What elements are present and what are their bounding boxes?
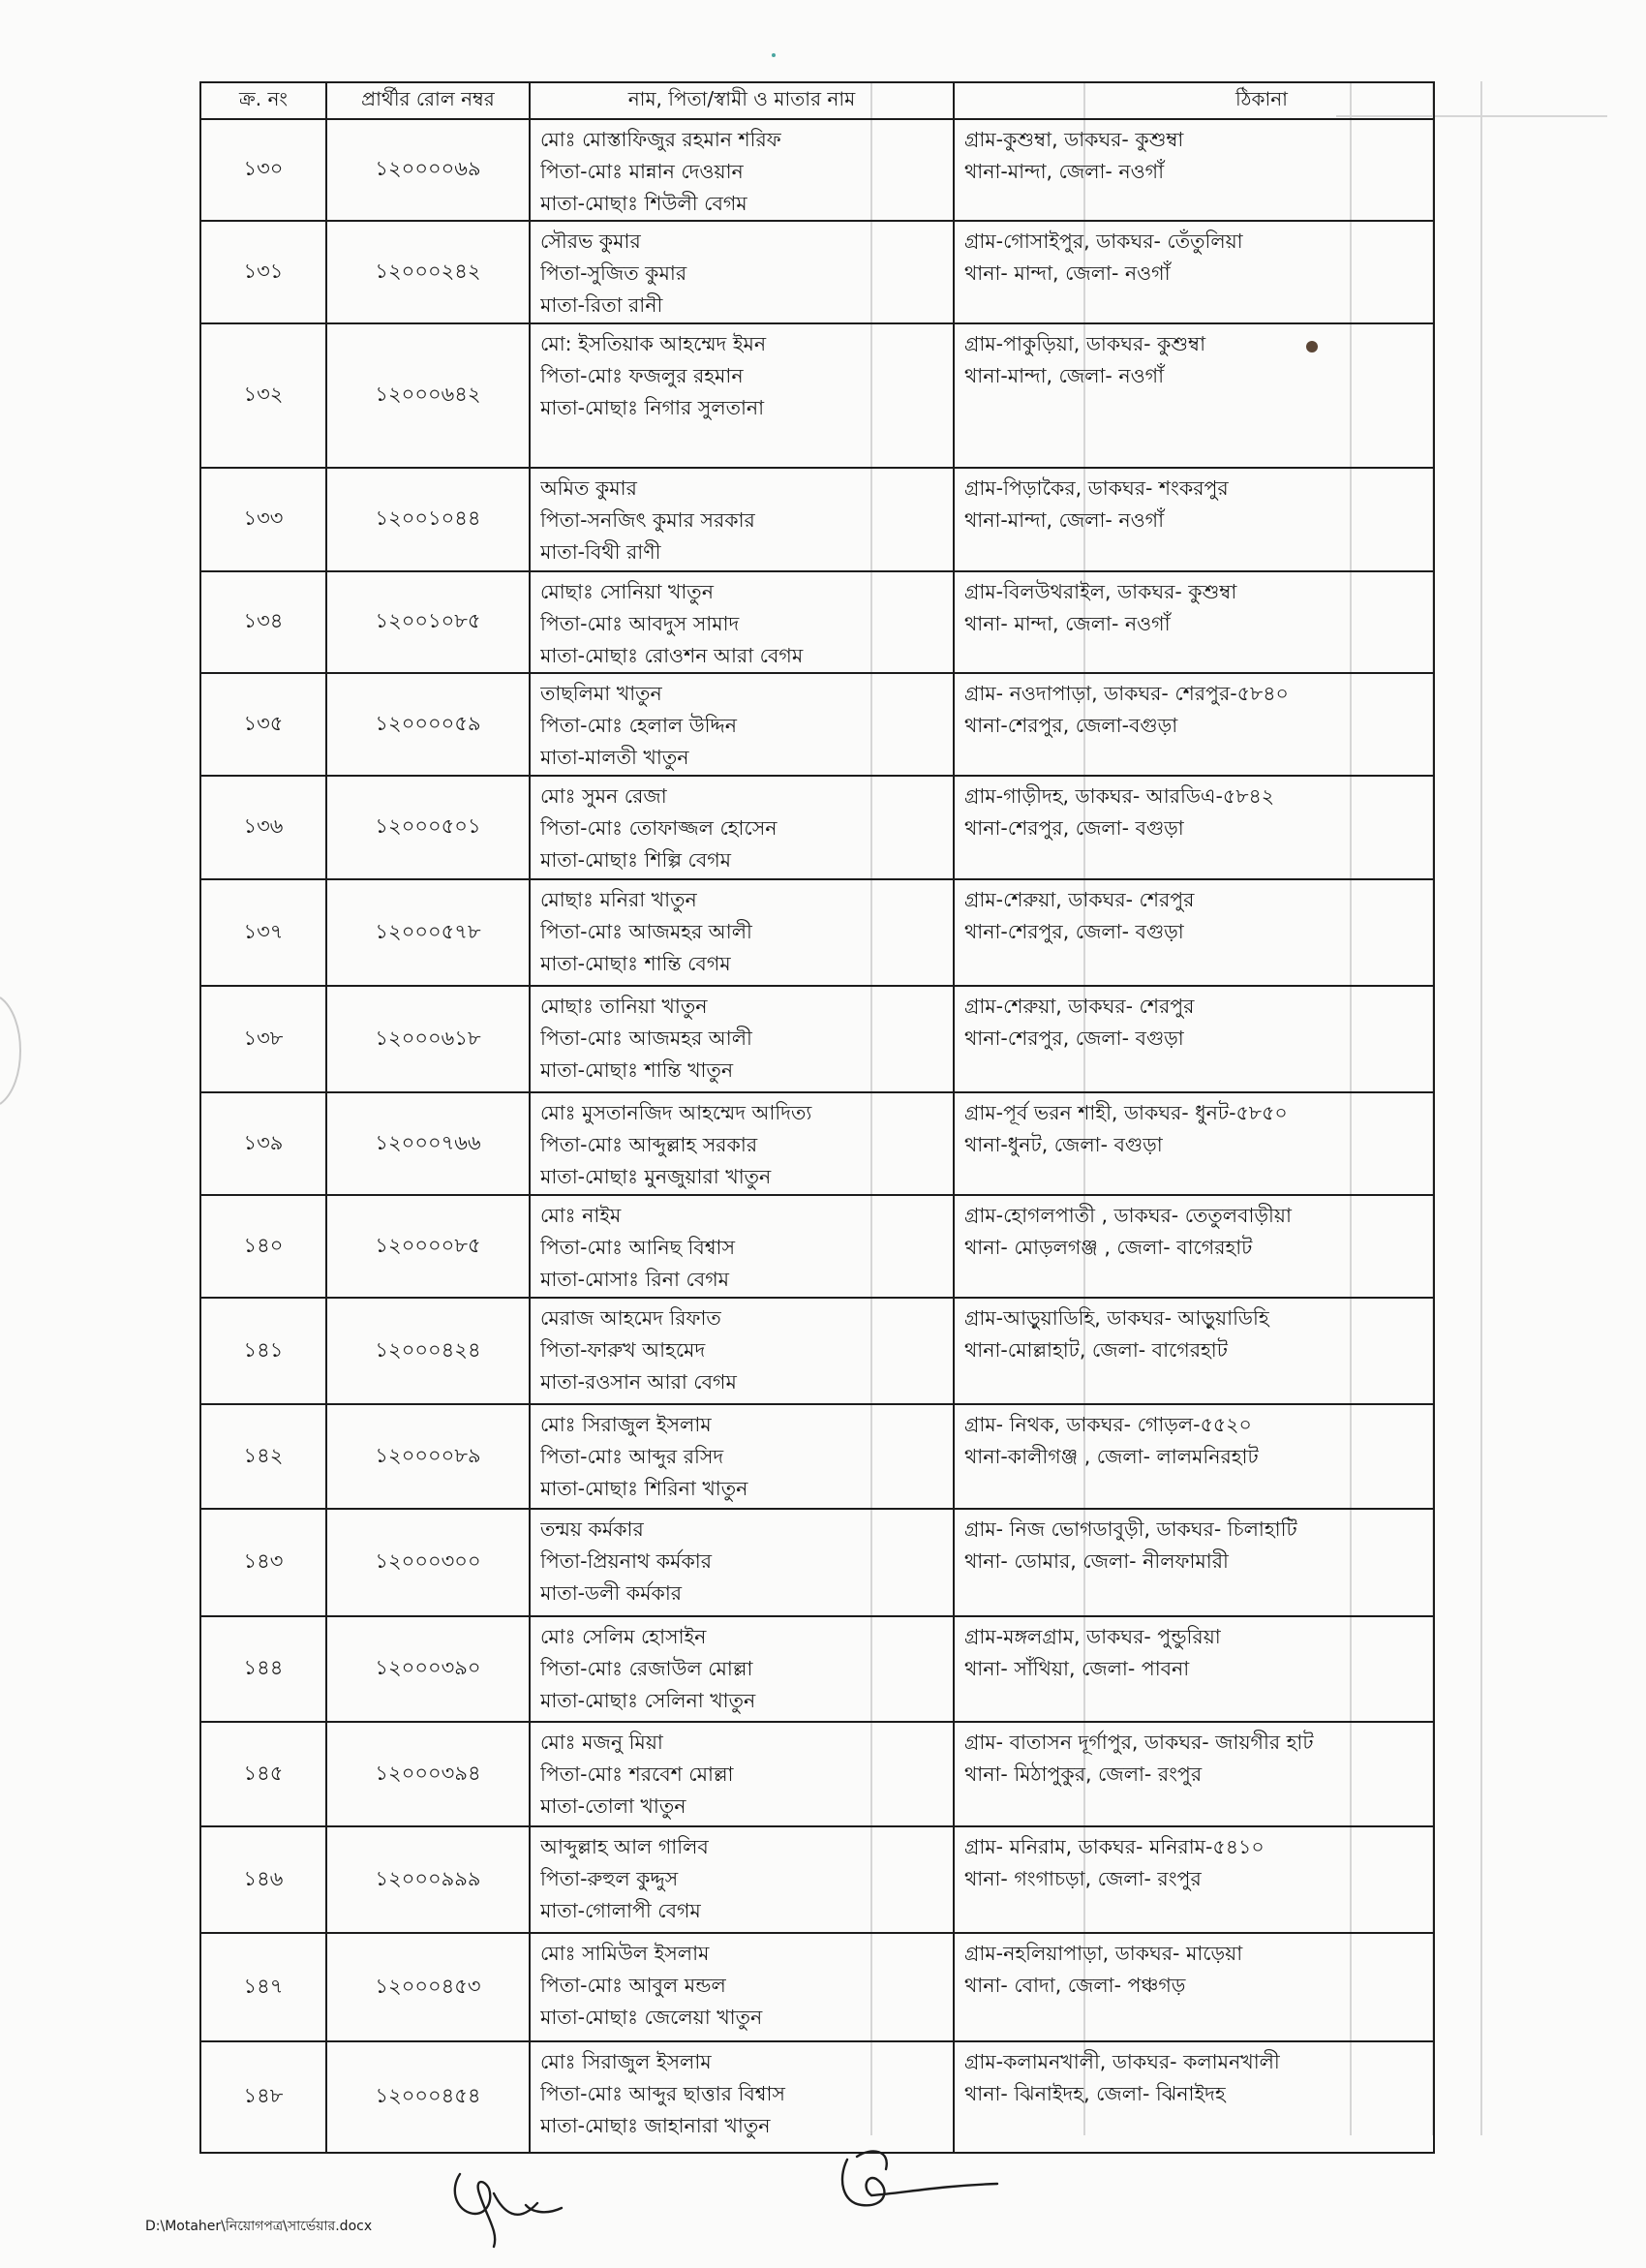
- address-thana: থানা- সাঁথিয়া, জেলা- পাবনা: [964, 1657, 1190, 1680]
- father-name: পিতা-রুহুল কুদ্দুস: [540, 1867, 679, 1890]
- roll-number: ১২০০০৩০০: [375, 1549, 481, 1573]
- mother-name: মাতা-গোলাপী বেগম: [540, 1899, 701, 1922]
- mother-name: মাতা-মোছাঃ শিরিনা খাতুন: [540, 1477, 748, 1500]
- candidate-name: মেরাজ আহমেদ রিফাত: [540, 1306, 721, 1330]
- father-name: পিতা-মোঃ আব্দুল্লাহ সরকার: [540, 1133, 758, 1156]
- names-cell: [530, 323, 954, 468]
- address-village: গ্রাম-আড়ুয়াডিহি, ডাকঘর- আড়ুয়াডিহি: [964, 1306, 1269, 1330]
- father-name: পিতা-মোঃ শরবেশ মোল্লা: [540, 1762, 734, 1786]
- roll-number: ১২০০০০৬৯: [375, 157, 481, 180]
- serial-number: ১৩৬: [243, 814, 284, 838]
- address-cell: [954, 1722, 1434, 1826]
- roll-number: ১২০০০৭৬৬: [375, 1130, 481, 1154]
- father-name: পিতা-মোঃ আব্দুর রসিদ: [540, 1445, 724, 1468]
- candidate-name: সৌরভ কুমার: [540, 230, 641, 253]
- roll-number: ১২০০০৪৫৪: [375, 2084, 481, 2107]
- address-cell: [954, 776, 1434, 879]
- roll-number: ১২০০০২৪২: [375, 259, 481, 283]
- address-thana: থানা-মোল্লাহাট, জেলা- বাগেরহাট: [964, 1338, 1228, 1362]
- serial-cell: [200, 1722, 326, 1826]
- roll-cell: [326, 468, 530, 571]
- roll-cell: [326, 1404, 530, 1509]
- candidate-name: মোঃ মোস্তাফিজুর রহমান শরিফ: [540, 128, 781, 151]
- names-cell: [530, 986, 954, 1092]
- table-row: [200, 776, 1434, 879]
- table-row: [200, 986, 1434, 1092]
- father-name: পিতা-মোঃ তোফাজ্জল হোসেন: [540, 816, 777, 840]
- roll-cell: [326, 221, 530, 323]
- father-name: পিতা-মোঃ আবুল মন্ডল: [540, 1974, 726, 1997]
- candidate-name: মোঃ মজনু মিয়া: [540, 1731, 663, 1754]
- mother-name: মাতা-মোছাঃ শিউলী বেগম: [540, 192, 747, 215]
- address-village: গ্রাম-পিড়াকৈর, ডাকঘর- শংকরপুর: [964, 476, 1229, 500]
- address-cell: [954, 2041, 1434, 2153]
- address-cell: [954, 1933, 1434, 2041]
- address-village: গ্রাম-পূর্ব ভরন শাহী, ডাকঘর- ধুনট-৫৮৫০: [964, 1101, 1288, 1124]
- serial-number: ১৪৩: [243, 1549, 284, 1573]
- serial-cell: [200, 571, 326, 673]
- address-village: গ্রাম-কুশুম্বা, ডাকঘর- কুশুম্বা: [964, 128, 1184, 151]
- father-name: পিতা-মোঃ আব্দুর ছাত্তার বিশ্বাস: [540, 2082, 785, 2105]
- roll-cell: [326, 1933, 530, 2041]
- serial-number: ১৩৪: [243, 609, 284, 632]
- roll-cell: [326, 879, 530, 986]
- address-thana: থানা-শেরপুর, জেলা- বগুড়া: [964, 920, 1184, 943]
- address-village: গ্রাম- নিজ ভোগডাবুড়ী, ডাকঘর- চিলাহাটি: [964, 1517, 1297, 1541]
- address-village: গ্রাম-গাড়ীদহ, ডাকঘর- আরডিএ-৫৮৪২: [964, 784, 1275, 808]
- roll-number: ১২০০১০৮৫: [375, 609, 481, 632]
- roll-number: ১২০০০৯৯৯: [375, 1866, 481, 1890]
- father-name: পিতা-মোঃ আনিছ বিশ্বাস: [540, 1236, 736, 1259]
- table-header-row: [200, 82, 1434, 119]
- address-village: গ্রাম-বিলউথরাইল, ডাকঘর- কুশুম্বা: [964, 580, 1237, 603]
- candidate-name: মোছাঃ সোনিয়া খাতুন: [540, 580, 714, 603]
- mother-name: মাতা-রিতা রানী: [540, 293, 663, 317]
- serial-number: ১৪৮: [243, 2084, 284, 2107]
- candidate-name: মোঃ মুসতানজিদ আহম্মেদ আদিত্য: [540, 1101, 812, 1124]
- serial-number: ১৪০: [243, 1233, 284, 1257]
- roll-cell: [326, 776, 530, 879]
- address-cell: [954, 571, 1434, 673]
- mother-name: মাতা-বিথী রাণী: [540, 540, 661, 564]
- address-village: গ্রাম- মনিরাম, ডাকঘর- মনিরাম-৫৪১০: [964, 1835, 1265, 1858]
- candidate-name: মোছাঃ মনিরা খাতুন: [540, 888, 697, 911]
- table-row: [200, 1826, 1434, 1933]
- names-cell: [530, 221, 954, 323]
- candidate-name: অমিত কুমার: [540, 476, 637, 500]
- father-name: পিতা-ফারুখ আহমেদ: [540, 1338, 706, 1362]
- serial-number: ১৪২: [243, 1443, 284, 1467]
- address-thana: থানা-কালীগঞ্জ , জেলা- লালমনিরহাট: [964, 1445, 1259, 1468]
- serial-cell: [200, 879, 326, 986]
- address-thana: থানা-ধুনট, জেলা- বগুড়া: [964, 1133, 1163, 1156]
- address-thana: থানা- ঝিনাইদহ, জেলা- ঝিনাইদহ: [964, 2082, 1226, 2105]
- serial-cell: [200, 673, 326, 776]
- table-row: [200, 1616, 1434, 1722]
- mother-name: মাতা-মোছাঃ রোওশন আরা বেগম: [540, 644, 804, 667]
- serial-cell: [200, 1616, 326, 1722]
- roll-cell: [326, 1616, 530, 1722]
- names-cell: [530, 1092, 954, 1195]
- mother-name: মাতা-রওসান আরা বেগম: [540, 1370, 737, 1394]
- father-name: পিতা-সুজিত কুমার: [540, 261, 687, 285]
- serial-cell: [200, 1195, 326, 1298]
- table-row: [200, 1404, 1434, 1509]
- mother-name: মাতা-মোছাঃ জাহানারা খাতুন: [540, 2114, 771, 2137]
- serial-cell: [200, 1933, 326, 2041]
- roll-number: ১২০০০৩৯০: [375, 1656, 481, 1679]
- address-thana: থানা-মান্দা, জেলা- নওগাঁ: [964, 508, 1165, 532]
- candidate-name: মোঃ সুমন রেজা: [540, 784, 667, 808]
- table-row: [200, 1092, 1434, 1195]
- mother-name: মাতা-মোছাঃ নিগার সুলতানা: [540, 396, 765, 419]
- candidate-name: তন্ময় কর্মকার: [540, 1517, 644, 1541]
- serial-number: ১৩৯: [243, 1130, 284, 1154]
- serial-cell: [200, 1404, 326, 1509]
- table-row: [200, 2041, 1434, 2153]
- names-cell: [530, 1404, 954, 1509]
- mother-name: মাতা-মোছাঃ শান্তি বেগম: [540, 952, 731, 975]
- header-roll: প্রার্থীর রোল নম্বর: [326, 82, 530, 119]
- address-thana: থানা- মান্দা, জেলা- নওগাঁ: [964, 261, 1171, 285]
- address-cell: [954, 221, 1434, 323]
- serial-number: ১৩৭: [243, 919, 284, 943]
- address-thana: থানা- মান্দা, জেলা- নওগাঁ: [964, 612, 1171, 635]
- table-row: [200, 323, 1434, 468]
- table-row: [200, 571, 1434, 673]
- names-cell: [530, 673, 954, 776]
- address-cell: [954, 119, 1434, 221]
- roll-number: ১২০০০০৫৯: [375, 711, 481, 735]
- names-cell: [530, 879, 954, 986]
- candidate-name: মোঃ সিরাজুল ইসলাম: [540, 2050, 712, 2073]
- serial-number: ১৪৭: [243, 1974, 284, 1998]
- address-cell: [954, 1195, 1434, 1298]
- address-cell: [954, 673, 1434, 776]
- names-cell: [530, 1826, 954, 1933]
- table-row: [200, 1509, 1434, 1616]
- header-names: নাম, পিতা/স্বামী ও মাতার নাম: [530, 82, 954, 119]
- father-name: পিতা-মোঃ আবদুস সামাদ: [540, 612, 740, 635]
- father-name: পিতা-মোঃ ফজলুর রহমান: [540, 364, 744, 387]
- address-cell: [954, 1092, 1434, 1195]
- serial-cell: [200, 986, 326, 1092]
- mother-name: মাতা-মালতী খাতুন: [540, 746, 689, 769]
- father-name: পিতা-মোঃ রেজাউল মোল্লা: [540, 1657, 753, 1680]
- father-name: পিতা-সনজিৎ কুমার সরকার: [540, 508, 755, 532]
- address-cell: [954, 1404, 1434, 1509]
- serial-cell: [200, 1826, 326, 1933]
- mother-name: মাতা-তোলা খাতুন: [540, 1794, 686, 1818]
- roll-cell: [326, 1722, 530, 1826]
- address-thana: থানা- মিঠাপুকুর, জেলা- রংপুর: [964, 1762, 1203, 1786]
- candidate-table: [199, 81, 1435, 2154]
- serial-cell: [200, 1509, 326, 1616]
- roll-cell: [326, 986, 530, 1092]
- address-village: গ্রাম-মঙ্গলগ্রাম, ডাকঘর- পুন্ডুরিয়া: [964, 1625, 1221, 1648]
- roll-number: ১২০০০৬১৮: [375, 1026, 481, 1050]
- names-cell: [530, 776, 954, 879]
- address-village: গ্রাম- নিথক, ডাকঘর- গোড়ল-৫৫২০: [964, 1413, 1252, 1436]
- table-row: [200, 673, 1434, 776]
- roll-number: ১২০০০৬৪২: [375, 383, 481, 406]
- address-village: গ্রাম- নওদাপাড়া, ডাকঘর- শেরপুর-৫৮৪০: [964, 682, 1289, 705]
- address-cell: [954, 468, 1434, 571]
- mother-name: মাতা-মোছাঃ মুনজুয়ারা খাতুন: [540, 1165, 772, 1188]
- address-cell: [954, 1826, 1434, 1933]
- candidate-name: মোছাঃ তানিয়া খাতুন: [540, 995, 708, 1018]
- roll-cell: [326, 119, 530, 221]
- table-row: [200, 1722, 1434, 1826]
- serial-cell: [200, 468, 326, 571]
- address-village: গ্রাম- বাতাসন দূর্গাপুর, ডাকঘর- জায়গীর হাট: [964, 1731, 1314, 1754]
- serial-cell: [200, 776, 326, 879]
- serial-number: ১৩৫: [243, 711, 284, 735]
- address-thana: থানা- গংগাচড়া, জেলা- রংপুর: [964, 1867, 1202, 1890]
- roll-cell: [326, 571, 530, 673]
- address-thana: থানা-মান্দা, জেলা- নওগাঁ: [964, 364, 1165, 387]
- address-cell: [954, 1509, 1434, 1616]
- serial-cell: [200, 1092, 326, 1195]
- father-name: পিতা-মোঃ হেলাল উদ্দিন: [540, 714, 737, 737]
- candidate-name: আব্দুল্লাহ আল গালিব: [540, 1835, 709, 1858]
- father-name: পিতা-মোঃ আজমহর আলী: [540, 920, 752, 943]
- names-cell: [530, 1933, 954, 2041]
- table-row: [200, 221, 1434, 323]
- serial-number: ১৪৪: [243, 1656, 284, 1679]
- mother-name: মাতা-মোছাঃ শিল্পি বেগম: [540, 848, 732, 872]
- serial-cell: [200, 119, 326, 221]
- serial-number: ১৩৮: [243, 1026, 284, 1050]
- names-cell: [530, 119, 954, 221]
- candidate-name: মোঃ সামিউল ইসলাম: [540, 1942, 710, 1965]
- address-cell: [954, 1298, 1434, 1404]
- mother-name: মাতা-মোসাঃ রিনা বেগম: [540, 1268, 730, 1291]
- roll-number: ১২০০০৫৭৮: [375, 919, 481, 943]
- address-thana: থানা- মোড়লগঞ্জ , জেলা- বাগেরহাট: [964, 1236, 1253, 1259]
- serial-cell: [200, 2041, 326, 2153]
- father-name: পিতা-মোঃ আজমহর আলী: [540, 1027, 752, 1050]
- names-cell: [530, 1616, 954, 1722]
- address-thana: থানা- বোদা, জেলা- পঞ্চগড়: [964, 1974, 1186, 1997]
- candidate-name: মো: ইসতিয়াক আহম্মেদ ইমন: [540, 332, 767, 355]
- roll-cell: [326, 323, 530, 468]
- names-cell: [530, 1722, 954, 1826]
- address-thana: থানা- ডোমার, জেলা- নীলফামারী: [964, 1549, 1229, 1573]
- address-village: গ্রাম-গোসাইপুর, ডাকঘর- তেঁতুলিয়া: [964, 230, 1243, 253]
- address-cell: [954, 879, 1434, 986]
- roll-number: ১২০০০৪৫৩: [375, 1974, 481, 1998]
- header-serial: ক্র. নং: [200, 82, 326, 119]
- address-village: গ্রাম-পাকুড়িয়া, ডাকঘর- কুশুম্বা: [964, 332, 1206, 355]
- signature-left: [441, 2135, 566, 2252]
- mother-name: মাতা-মোছাঃ সেলিনা খাতুন: [540, 1689, 756, 1712]
- serial-number: ১৩৩: [243, 506, 284, 530]
- candidate-name: মোঃ সেলিম হোসাইন: [540, 1625, 707, 1648]
- names-cell: [530, 1298, 954, 1404]
- signature-right: [833, 2135, 1007, 2222]
- candidate-name: মোঃ নাইম: [540, 1204, 622, 1227]
- header-address: ঠিকানা: [954, 82, 1434, 119]
- names-cell: [530, 571, 954, 673]
- table-row: [200, 468, 1434, 571]
- table-row: [200, 1298, 1434, 1404]
- roll-number: ১২০০০৩৯৪: [375, 1761, 481, 1785]
- serial-number: ১৪৫: [243, 1761, 284, 1785]
- address-cell: [954, 323, 1434, 468]
- serial-number: ১৪১: [243, 1337, 284, 1362]
- table-row: [200, 1195, 1434, 1298]
- address-cell: [954, 1616, 1434, 1722]
- table-row: [200, 879, 1434, 986]
- address-village: গ্রাম-হোগলপাতী , ডাকঘর- তেতুলবাড়ীয়া: [964, 1204, 1292, 1227]
- serial-cell: [200, 221, 326, 323]
- roll-number: ১২০০০৫০১: [375, 814, 481, 838]
- address-village: গ্রাম-নহলিয়াপাড়া, ডাকঘর- মাড়েয়া: [964, 1942, 1243, 1965]
- serial-number: ১৩২: [243, 383, 284, 406]
- serial-cell: [200, 323, 326, 468]
- names-cell: [530, 468, 954, 571]
- address-thana: থানা-মান্দা, জেলা- নওগাঁ: [964, 160, 1165, 183]
- roll-cell: [326, 1826, 530, 1933]
- address-village: গ্রাম-শেরুয়া, ডাকঘর- শেরপুর: [964, 888, 1195, 911]
- father-name: পিতা-মোঃ মান্নান দেওয়ান: [540, 160, 744, 183]
- candidate-name: মোঃ সিরাজুল ইসলাম: [540, 1413, 712, 1436]
- table-row: [200, 1933, 1434, 2041]
- roll-cell: [326, 673, 530, 776]
- address-village: গ্রাম-কলামনখালী, ডাকঘর- কলামনখালী: [964, 2050, 1280, 2073]
- roll-cell: [326, 1509, 530, 1616]
- roll-cell: [326, 1195, 530, 1298]
- candidate-name: তাছলিমা খাতুন: [540, 682, 662, 705]
- roll-number: ১২০০০৪২৪: [375, 1337, 481, 1362]
- table-row: [200, 119, 1434, 221]
- ink-spot-small: [772, 53, 776, 57]
- mother-name: মাতা-মোছাঃ জেলেয়া খাতুন: [540, 2006, 763, 2029]
- roll-cell: [326, 1298, 530, 1404]
- address-thana: থানা-শেরপুর, জেলা- বগুড়া: [964, 816, 1184, 840]
- file-path: D:\Motaher\নিয়োগপত্র\সার্ভেয়ার.docx: [145, 2219, 373, 2234]
- serial-number: ১৩১: [243, 259, 284, 283]
- address-village: গ্রাম-শেরুয়া, ডাকঘর- শেরপুর: [964, 995, 1195, 1018]
- roll-number: ১২০০০০৮৫: [375, 1233, 481, 1257]
- father-name: পিতা-প্রিয়নাথ কর্মকার: [540, 1549, 713, 1573]
- names-cell: [530, 1509, 954, 1616]
- mother-name: মাতা-মোছাঃ শান্তি খাতুন: [540, 1058, 734, 1082]
- serial-number: ১৪৬: [243, 1866, 284, 1890]
- roll-number: ১২০০০০৮৯: [375, 1443, 481, 1467]
- serial-number: ১৩০: [243, 157, 284, 180]
- serial-cell: [200, 1298, 326, 1404]
- address-cell: [954, 986, 1434, 1092]
- mother-name: মাতা-ডলী কর্মকার: [540, 1581, 683, 1605]
- roll-cell: [326, 1092, 530, 1195]
- address-thana: থানা-শেরপুর, জেলা-বগুড়া: [964, 714, 1178, 737]
- names-cell: [530, 1195, 954, 1298]
- roll-number: ১২০০১০৪৪: [375, 506, 481, 530]
- address-thana: থানা-শেরপুর, জেলা- বগুড়া: [964, 1027, 1184, 1050]
